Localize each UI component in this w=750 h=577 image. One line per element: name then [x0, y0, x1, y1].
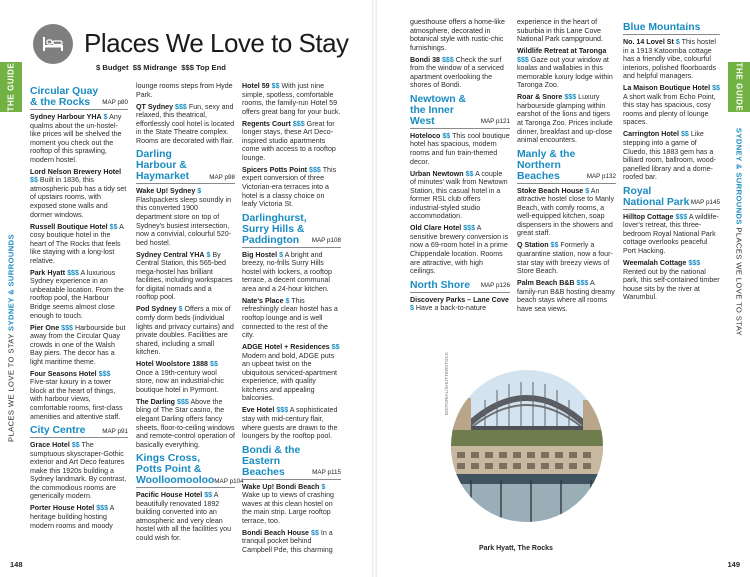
- listing-name: Wildlife Retreat at Taronga: [517, 47, 607, 56]
- section-title: City Centre: [30, 425, 86, 437]
- price-indicator: $$$: [67, 268, 79, 277]
- section-title: Darling Harbour & Haymarket: [136, 149, 190, 183]
- listing-name: Four Seasons Hotel: [30, 369, 97, 378]
- price-key-midrange: $$ Midrange: [132, 63, 178, 72]
- section-heading: [242, 445, 341, 480]
- price-indicator: $$: [109, 222, 118, 231]
- section-title: Darlinghurst, Surry Hills & Paddington: [242, 212, 307, 246]
- price-indicator: $$: [311, 528, 319, 537]
- column-6: [623, 18, 720, 305]
- price-indicator: $$$: [564, 93, 577, 102]
- map-reference: MAP p104: [214, 477, 244, 485]
- price-indicator: $$: [331, 343, 340, 352]
- price-indicator: $$$: [61, 323, 74, 332]
- listing-entry: [410, 170, 510, 221]
- listing-name: La Maison Boutique Hotel: [623, 84, 711, 93]
- price-indicator: $$$: [517, 55, 529, 64]
- listing-name: Porter House Hotel: [30, 504, 95, 513]
- page-title: Places We Love to Stay: [84, 28, 349, 58]
- running-head: [7, 234, 16, 442]
- section-heading: [623, 22, 720, 35]
- listing-entry: [623, 38, 720, 81]
- listing-name: Old Clare Hotel: [410, 224, 462, 233]
- price-indicator: $$$: [292, 119, 305, 128]
- listing-description: This cool boutique hotel has spacious, modern rooms and fun train-themed decor.: [410, 131, 510, 166]
- guide-tab-label: THE GUIDE: [6, 62, 16, 112]
- section-heading: [30, 425, 128, 438]
- listing-name: Hoteloco: [410, 131, 441, 140]
- listing-entry: [410, 56, 510, 90]
- harbour-bridge-photo: [451, 370, 603, 522]
- listing-entry: [242, 406, 341, 440]
- map-reference: MAP p80: [102, 99, 128, 107]
- listing-description: Luxury harbourside glamping within earshot of the lions and tigers at Taronga Zoo. Prices include dinner, breakfast and up-close animal encounters.: [517, 93, 613, 145]
- column-2: [136, 82, 244, 546]
- price-indicator: $$$: [688, 258, 701, 267]
- listing-description: Modern and bold, ADGE puts an upbeat twist on the ubiquitous serviced-apartment experience, with quality kitchens and appealing balconies.: [242, 351, 338, 403]
- listing-name: Wake Up! Bondi Beach: [242, 482, 320, 491]
- listing-name: Pod Sydney: [136, 305, 177, 314]
- listing-entry: [136, 360, 235, 394]
- listing-entry: [242, 251, 341, 294]
- listing-entry: [136, 305, 235, 356]
- listing-entry: [410, 296, 510, 313]
- column-3: [242, 82, 341, 558]
- listing-name: ADGE Hotel + Residences: [242, 343, 330, 352]
- listing-description: A cosy boutique hotel in the heart of The Rocks that feels like staying with a long-lost relative.: [30, 222, 124, 265]
- listing-description: An attractive hostel close to Manly Beach, with comfy rooms, a well-equipped kitchen, soap dispensers in the showers and great staff.: [517, 186, 614, 238]
- price-indicator: $: [675, 38, 680, 46]
- price-indicator: $$$: [675, 212, 688, 221]
- listing-description: Have a back-to-nature: [413, 304, 487, 313]
- price-indicator: $$$: [177, 397, 189, 406]
- listing-entry: [242, 166, 341, 209]
- listing-name: Wake Up! Sydney: [136, 187, 196, 196]
- listing-continuation: experience in the heart of suburbia in this Lane Cove National Park campground.: [517, 18, 603, 44]
- listing-description: A family-run B&B hosting dreamy beach stays where all rooms have sea views.: [517, 279, 615, 313]
- listing-name: Pacific House Hotel: [136, 491, 203, 500]
- price-indicator: $$: [680, 130, 689, 139]
- listing-entry: [517, 47, 616, 90]
- listing-description: Like stepping into a game of Cluedo, this 1883 gem has a billiard room, ballroom, wood-panelled library and a dome-roofed bar.: [623, 130, 717, 182]
- listing-name: Russell Boutique Hotel: [30, 222, 108, 231]
- listing-name: Big Hostel: [242, 250, 278, 259]
- listing-name: Spicers Potts Point: [242, 165, 308, 174]
- listing-description: Harbourside but away from the Circular Quay crowds in one of the Walsh Bay piers. The decor has a light maritime theme.: [30, 323, 126, 366]
- price-indicator: $$$: [441, 55, 454, 64]
- listing-entry: [517, 93, 616, 144]
- map-reference: MAP p98: [209, 173, 235, 181]
- listing-description: A sensitive brewery conversion is now a 69-room hotel in a prime Chippendale location. Rooms are attractive, with high ceilings.: [410, 224, 509, 276]
- price-key: [96, 63, 226, 72]
- listing-name: Lord Nelson Brewery Hotel: [30, 167, 122, 176]
- price-indicator: $$: [271, 82, 280, 90]
- listing-name: Sydney Central YHA: [136, 250, 205, 259]
- price-indicator: $: [321, 482, 326, 491]
- listing-name: Grace Hotel: [30, 441, 70, 450]
- listing-entry: [410, 224, 510, 275]
- listing-description: In a tranquil pocket behind Campbell Pde, this charming: [242, 528, 333, 554]
- listing-description: A couple of minutes' walk from Newtown Station, this casual hotel in a former RSL club offers industrial-styled studio accommodation.: [410, 169, 508, 221]
- price-indicator: $$: [30, 176, 38, 185]
- price-indicator: $$$: [576, 279, 589, 288]
- column-1: [30, 82, 128, 534]
- price-key-topend: $$$ Top End: [181, 63, 226, 72]
- listing-entry: [136, 398, 235, 449]
- listing-entry: [136, 491, 235, 542]
- listing-entry: [30, 441, 128, 501]
- listing-description: Built in 1836, this atmospheric pub has a tidy set of upstairs rooms, with exposed stone walls and dormer windows.: [30, 176, 127, 219]
- listing-entry: [136, 251, 235, 302]
- listing-entry: [30, 113, 128, 164]
- section-title: Manly & the Northern Beaches: [517, 148, 576, 182]
- listing-entry: [242, 529, 341, 555]
- right-page-number: 149: [727, 560, 740, 569]
- map-reference: MAP p115: [312, 469, 341, 477]
- photo-caption: Park Hyatt, The Rocks: [479, 545, 553, 552]
- listing-name: Eve Hotel: [242, 406, 275, 415]
- listing-description: Gaze out your window at koalas and wallabies in this memorable luxury lodge within Taronga Zoo.: [517, 55, 613, 90]
- section-title: Circular Quay & the Rocks: [30, 86, 99, 108]
- map-reference: MAP p132: [586, 173, 616, 181]
- price-indicator: $$: [210, 360, 218, 369]
- listing-description: Check the surf from the window of a serviced apartment overlooking the shores of Bondi.: [410, 55, 504, 90]
- listing-description: Fun, sexy and relaxed, this theatrical, effortlessly cool hotel is located in the State Theatre complex. Rooms are decorated with flair.: [136, 102, 235, 145]
- section-title: Blue Mountains: [623, 22, 701, 33]
- price-indicator: $$: [442, 131, 451, 140]
- listing-description: A bright and breezy, no-frills Surry Hills hostel with lockers, a rooftop terrace, a decent communal area and a 24-hour kitchen.: [242, 250, 332, 293]
- listing-entry: [136, 103, 235, 146]
- section-title: North Shore: [410, 279, 471, 291]
- map-reference: MAP p145: [690, 199, 720, 207]
- price-indicator: $$$: [175, 102, 187, 111]
- listing-description: Wake up to views of crashing waves at this clean hostel on the main strip. Large rooftop terrace, too.: [242, 491, 334, 525]
- listing-name: Roar & Snore: [517, 93, 563, 102]
- map-reference: MAP p108: [311, 237, 341, 245]
- section-heading: [410, 280, 510, 293]
- running-head-right: [735, 128, 744, 336]
- listing-name: Q Station: [517, 241, 549, 250]
- listing-name: Regents Court: [242, 119, 291, 128]
- bed-icon: [33, 24, 73, 64]
- listing-name: Bondi Beach House: [242, 528, 310, 537]
- running-head-section-right: PLACES WE LOVE TO STAY: [734, 227, 744, 337]
- listing-continuation: guesthouse offers a home-like atmosphere, decorated in botanical style with rustic-chic furnishings.: [410, 18, 505, 52]
- listing-description: Above the bling of The Star casino, the elegant Darling offers fancy sheets, floor-to-ceiling windows and remote-control operation of basically everything.: [136, 397, 235, 449]
- listing-description: A heritage building hosting modern rooms and moody: [30, 504, 114, 530]
- price-indicator: $$: [712, 84, 720, 93]
- listing-entry: [242, 297, 341, 340]
- listing-name: Carrington Hotel: [623, 130, 679, 139]
- listing-name: Hilltop Cottage: [623, 212, 674, 221]
- section-title: Royal National Park: [623, 185, 690, 208]
- listing-description: A sophisticated stay with mid-century flair, where guests are drawn to the loungers by the rooftop pool.: [242, 406, 338, 441]
- listing-description: This hostel in a 1913 Katoomba cottage has a friendly vibe, colourful interiors, polished floorboards and helpful managers.: [623, 38, 717, 81]
- listing-description: Once a 19th-century wool store, now an industrial-chic boutique hotel in Pyrmont.: [136, 368, 224, 394]
- listing-entry: [517, 279, 616, 313]
- map-reference: MAP p121: [480, 118, 510, 126]
- running-head-chapter: SYDNEY & SURROUNDS: [6, 234, 16, 331]
- section-heading: [136, 149, 235, 184]
- section-heading: [242, 213, 341, 248]
- listing-name: Pier One: [30, 323, 60, 332]
- listing-name: Park Hyatt: [30, 268, 66, 277]
- section-title: Bondi & the Eastern Beaches: [242, 444, 301, 478]
- price-indicator: $$$: [276, 406, 289, 415]
- listing-continuation: lounge rooms steps from Hyde Park.: [136, 82, 233, 99]
- listing-name: Weemalah Cottage: [623, 258, 687, 267]
- listing-description: This expert conversion of three Victorian-era terraces into a hotel is a classy choice on leafy Victoria St.: [242, 165, 337, 209]
- map-reference: MAP p126: [480, 282, 510, 290]
- running-head-section: PLACES WE LOVE TO STAY: [6, 333, 16, 442]
- listing-name: The Darling: [136, 397, 176, 406]
- listing-entry: [242, 120, 341, 163]
- price-indicator: $$: [550, 241, 559, 250]
- column-4: [410, 18, 510, 316]
- listing-description: This refreshingly clean hostel has a rooftop lounge and is well connected to the rest of the city.: [242, 296, 338, 340]
- section-heading: [136, 453, 244, 488]
- price-indicator: $: [585, 186, 590, 195]
- listing-name: Palm Beach B&B: [517, 279, 575, 288]
- price-indicator: $$$: [463, 224, 476, 233]
- listing-description: With just nine simple, spotless, comfortable rooms, the family-run Hotel 59 offers great bang for your buck.: [242, 82, 341, 116]
- listing-name: Hotel Woolstore 1888: [136, 360, 209, 369]
- right-side-tab: [728, 0, 750, 577]
- price-indicator: $: [178, 305, 183, 314]
- section-heading: [410, 94, 510, 129]
- price-key-budget: $ Budget: [96, 63, 129, 72]
- listing-entry: [30, 269, 128, 320]
- listing-entry: [242, 483, 341, 526]
- price-indicator: $: [197, 187, 202, 196]
- map-reference: MAP p91: [102, 427, 128, 435]
- listing-entry: [30, 223, 128, 266]
- listing-description: Any qualms about the un-hostel-like prices will be shelved the moment you check out the rooftop of this sprawling, modern hostel.: [30, 113, 122, 164]
- price-indicator: $$: [204, 491, 213, 500]
- listing-description: The sumptuous skyscraper-Gothic exterior and Art Deco features make this 1920s building a Sydney landmark. By contrast, the commodious rooms are generically modern.: [30, 441, 127, 501]
- section-heading: [30, 86, 128, 110]
- listing-description: Offers a mix of comfy dorm beds (individual lights and privacy curtains) and private doubles. Facilities are shared, including a small kitchen.: [136, 305, 234, 357]
- price-indicator: $: [103, 113, 108, 121]
- price-indicator: $$$: [96, 504, 109, 513]
- price-indicator: $: [279, 250, 284, 259]
- listing-entry: [30, 370, 128, 421]
- listing-entry: [410, 132, 510, 166]
- listing-name: Discovery Parks – Lane Cove: [410, 295, 509, 304]
- listing-entry: [623, 130, 720, 181]
- listing-entry: [136, 187, 235, 247]
- listing-description: A short walk from Echo Point, this stay has spacious, cosy rooms and plenty of lounge spaces.: [623, 92, 716, 127]
- listing-entry: [30, 324, 128, 367]
- listing-entry: [30, 168, 128, 219]
- listing-entry: [623, 259, 720, 302]
- section-title: Kings Cross, Potts Point & Woolloomooloo: [136, 453, 215, 487]
- section-heading: [517, 149, 616, 184]
- price-indicator: $: [206, 250, 211, 259]
- price-indicator: $$$: [98, 369, 111, 378]
- listing-description: Great for longer stays, these Art Deco-inspired studio apartments come with access to a rooftop lounge.: [242, 119, 336, 162]
- listing-entry: [623, 213, 720, 256]
- guide-tab-label-right: THE GUIDE: [734, 62, 744, 112]
- listing-name: Stoke Beach House: [517, 186, 584, 195]
- listing-entry: [242, 82, 341, 116]
- listing-entry: [517, 241, 616, 275]
- listing-description: Five-star luxury in a tower block at the heart of things, with harbour views, comfortable rooms, first-class amenities and attentive staff.: [30, 378, 123, 421]
- listing-description: A luxurious Sydney experience in an unbeatable location. From the rooftop pool, the Harbour Bridge seems almost close enough to touch.: [30, 268, 124, 320]
- price-indicator: $$: [71, 441, 80, 450]
- listing-entry: [242, 343, 341, 403]
- price-indicator: $$$: [309, 165, 321, 174]
- listing-name: QT Sydney: [136, 102, 174, 111]
- listing-name: Nate's Place: [242, 296, 284, 305]
- listing-description: Formerly a quarantine station, now a four-star stay with breezy views of Store Beach.: [517, 241, 613, 276]
- listing-name: No. 14 Lovel St: [623, 38, 674, 46]
- section-title: Newtown & the Inner West: [410, 93, 466, 127]
- price-indicator: $$: [465, 169, 474, 178]
- price-indicator: $: [410, 304, 414, 313]
- listing-entry: [623, 84, 720, 127]
- listing-entry: [30, 504, 128, 530]
- price-indicator: $: [285, 296, 290, 305]
- listing-name: Bondi 38: [410, 55, 440, 64]
- listing-description: By Central Station, this 565-bed mega-hostel has brilliant facilities, including workspaces for digital nomads and a rooftop pool.: [136, 250, 233, 302]
- listing-entry: [517, 187, 616, 238]
- listing-name: Sydney Harbour YHA: [30, 113, 102, 121]
- listing-description: Rented out by the national park, this self-contained timber house sits by the river at Warumbul.: [623, 267, 720, 302]
- photo-credit: EDITORIAL/SHUTTERSTOCK: [444, 352, 449, 415]
- listing-name: Hotel 59: [242, 82, 270, 90]
- listing-name: Urban Newtown: [410, 169, 464, 178]
- left-page-number: 148: [10, 560, 23, 569]
- left-page: [0, 0, 373, 577]
- running-head-chapter-right: SYDNEY & SURROUNDS: [734, 127, 744, 225]
- listing-description: Flashpackers sleep soundly in this converted 1900 department store on top of Sydney's busiest intersection, now a convivial, colourful 520-bed hostel.: [136, 195, 232, 247]
- listing-description: A wildlife-lover's retreat, this three-bedroom Royal National Park cottage overlooks peaceful Port Hacking.: [623, 212, 719, 255]
- listing-description: A beautifully renovated 1892 building converted into an atmospheric and very clean hostel with all the facilities you could wish for.: [136, 491, 232, 542]
- column-5: [517, 18, 616, 317]
- left-side-tab: [0, 0, 22, 577]
- section-heading: [623, 186, 720, 210]
